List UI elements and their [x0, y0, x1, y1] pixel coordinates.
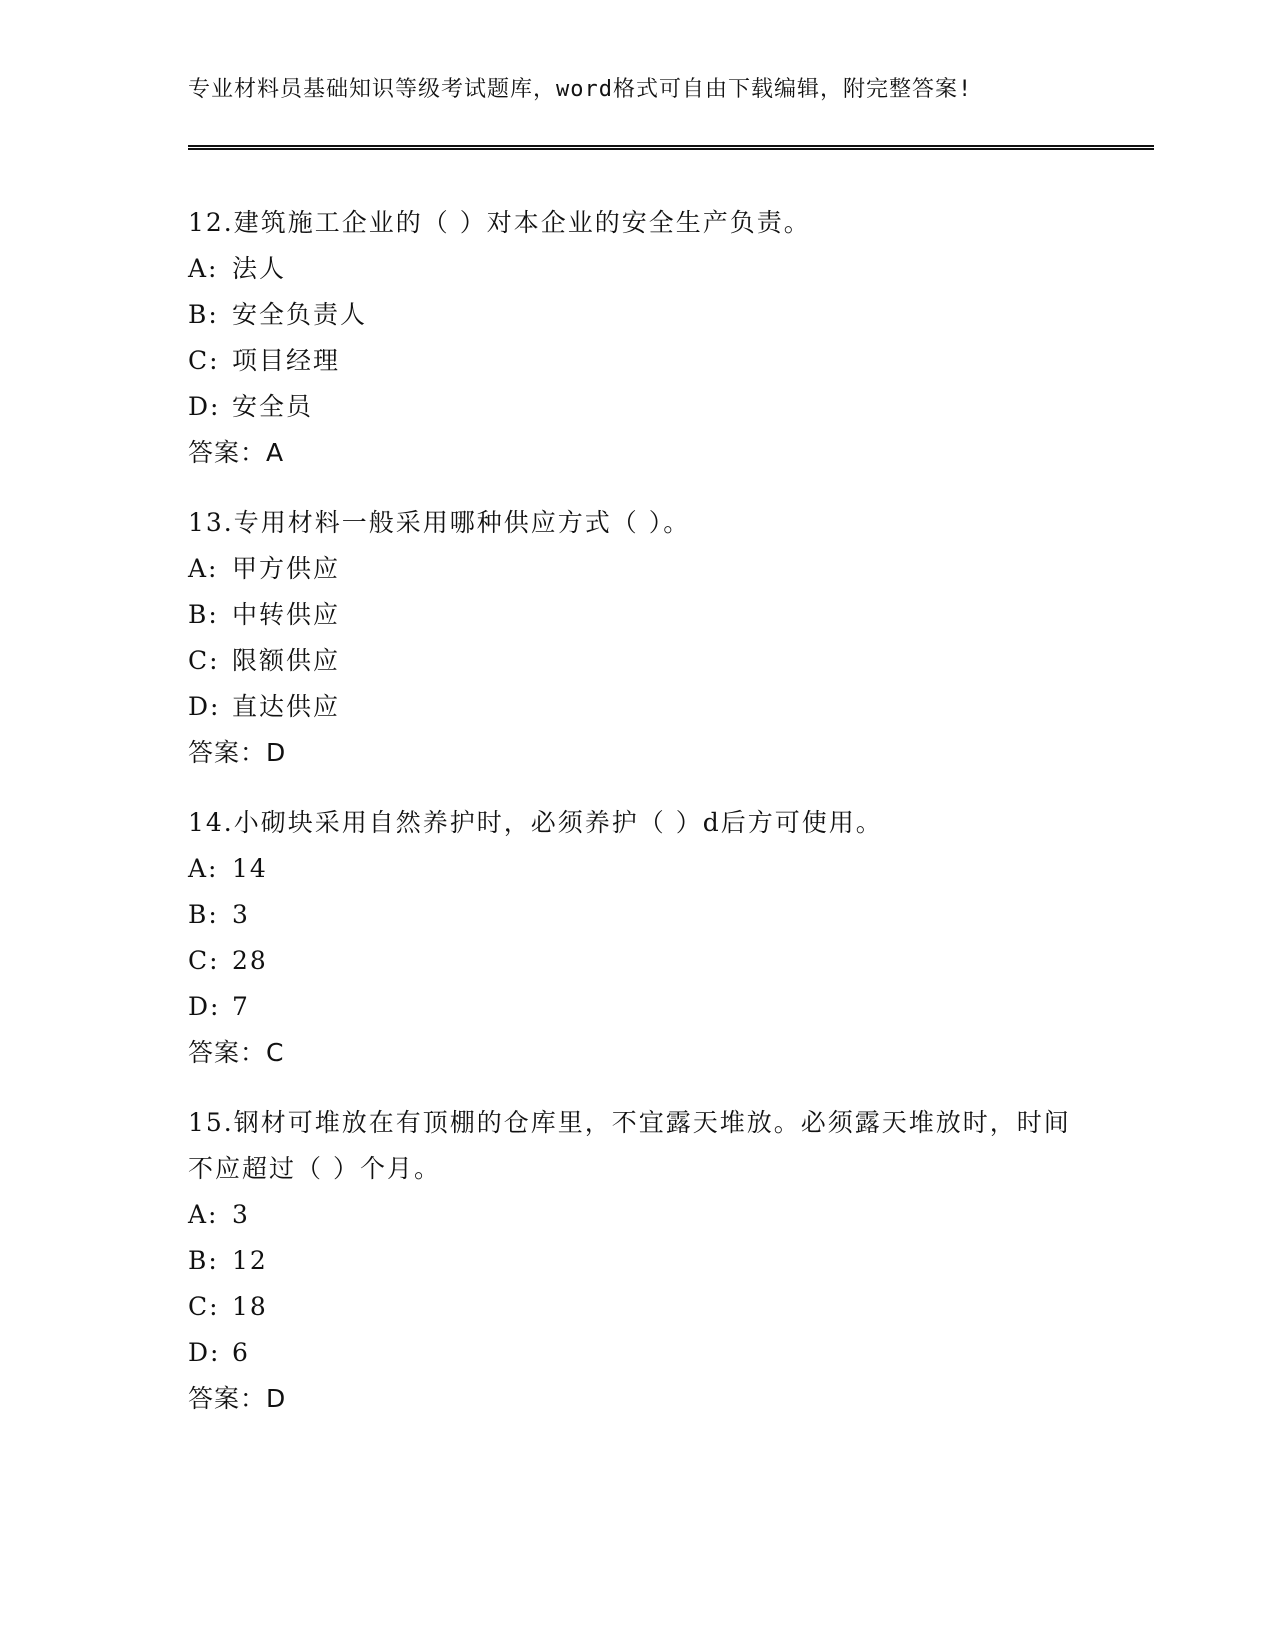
option-text: 直达供应	[232, 692, 341, 721]
option-text: 28	[232, 946, 268, 975]
option-key: C:	[188, 1292, 220, 1321]
option-text: 12	[232, 1246, 268, 1275]
option-c	[188, 638, 1088, 684]
question-text: 12.建筑施工企业的（ ）对本企业的安全生产负责。	[188, 208, 811, 237]
option-b	[188, 892, 1088, 938]
option-a	[188, 1192, 1088, 1238]
header-divider	[188, 145, 1154, 150]
question-text: 13.专用材料一般采用哪种供应方式（ ）。	[188, 508, 691, 537]
option-text: 甲方供应	[232, 554, 341, 583]
answer: 答案：A	[188, 438, 285, 467]
option-text: 项目经理	[232, 346, 341, 375]
question-15	[188, 1100, 1088, 1422]
option-text: 中转供应	[232, 600, 341, 629]
option-key: D:	[188, 692, 221, 721]
option-a	[188, 246, 1088, 292]
question-12	[188, 200, 1088, 476]
option-text: 法人	[232, 254, 287, 283]
option-d	[188, 1330, 1088, 1376]
option-key: B:	[188, 600, 219, 629]
option-key: D:	[188, 1338, 221, 1367]
option-text: 安全负责人	[232, 300, 368, 329]
question-text: 15.钢材可堆放在有顶棚的仓库里，不宜露天堆放。必须露天堆放时，时间不应超过（ ）个月。	[188, 1108, 1071, 1183]
option-key: D:	[188, 392, 221, 421]
answer: 答案：D	[188, 738, 287, 767]
option-d	[188, 684, 1088, 730]
option-key: C:	[188, 646, 220, 675]
option-key: B:	[188, 300, 219, 329]
option-text: 安全员	[232, 392, 314, 421]
option-text: 3	[232, 1200, 250, 1229]
answer: 答案：D	[188, 1384, 287, 1413]
option-key: B:	[188, 900, 219, 929]
option-key: A:	[188, 1200, 219, 1229]
option-text: 7	[232, 992, 250, 1021]
question-13	[188, 500, 1088, 776]
document-header: 专业材料员基础知识等级考试题库，word格式可自由下载编辑，附完整答案!	[188, 77, 973, 102]
option-c	[188, 938, 1088, 984]
option-key: C:	[188, 946, 220, 975]
option-key: A:	[188, 854, 219, 883]
question-list	[188, 200, 1088, 1446]
option-c	[188, 1284, 1088, 1330]
option-key: B:	[188, 1246, 219, 1275]
option-key: D:	[188, 992, 221, 1021]
option-d	[188, 384, 1088, 430]
option-key: A:	[188, 254, 219, 283]
option-a	[188, 546, 1088, 592]
option-text: 3	[232, 900, 250, 929]
option-b	[188, 292, 1088, 338]
option-b	[188, 592, 1088, 638]
option-b	[188, 1238, 1088, 1284]
option-text: 14	[232, 854, 268, 883]
option-text: 6	[232, 1338, 250, 1367]
option-d	[188, 984, 1088, 1030]
option-text: 限额供应	[232, 646, 341, 675]
option-c	[188, 338, 1088, 384]
option-a	[188, 846, 1088, 892]
question-text: 14.小砌块采用自然养护时，必须养护（ ）d后方可使用。	[188, 808, 883, 837]
option-key: A:	[188, 554, 219, 583]
answer: 答案：C	[188, 1038, 285, 1067]
question-14	[188, 800, 1088, 1076]
option-key: C:	[188, 346, 220, 375]
option-text: 18	[232, 1292, 268, 1321]
